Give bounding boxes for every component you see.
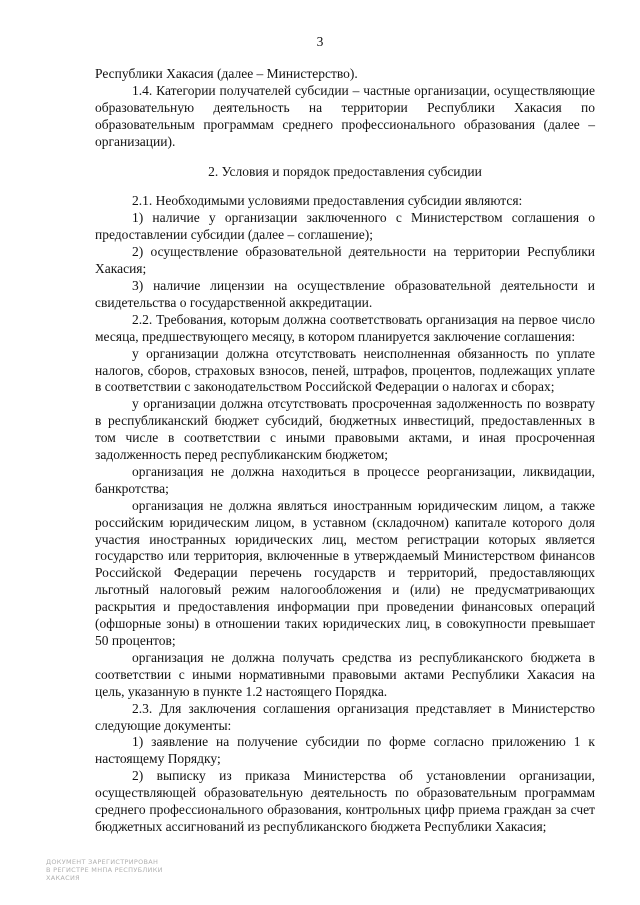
section-title: 2. Условия и порядок предоставления субсидии bbox=[208, 163, 482, 179]
paragraph-1-4: 1.4. Категории получателей субсидии – частные организации, осуществляющие образовательную деятельность на территории Республики Хакасия по образовательным программам среднего профессионального образования (далее – организации). bbox=[95, 82, 595, 149]
paragraph-2-3: 2.3. Для заключения соглашения организация представляет в Министерство следующие документы: bbox=[95, 700, 595, 733]
registration-stamp bbox=[46, 858, 163, 892]
paragraph-2-1-item-2: 2) осуществление образовательной деятельности на территории Республики Хакасия; bbox=[95, 244, 595, 277]
stamp-line: ДОКУМЕНТ ЗАРЕГИСТРИРОВАН bbox=[46, 858, 159, 866]
page-number: 3 bbox=[316, 34, 324, 49]
stamp-line: В РЕГИСТРЕ МНПА РЕСПУБЛИКИ bbox=[46, 866, 163, 874]
document-body bbox=[95, 66, 595, 836]
paragraph-2-1: 2.1. Необходимыми условиями предоставления субсидии являются: bbox=[132, 193, 523, 209]
paragraph-2-2: 2.2. Требования, которым должна соответствовать организация на первое число месяца, предшествующего месяцу, в котором планируется заключение соглашения: bbox=[95, 311, 595, 344]
paragraph-2-2-req-funds: организация не должна получать средства из республиканского бюджета в соответствии с иными нормативными правовыми актами Республики Хакасия на цель, указанную в пункте 1.2 настоящего Порядка. bbox=[95, 649, 595, 699]
paragraph-2-2-req-taxes: у организации должна отсутствовать неисполненная обязанность по уплате налогов, сборов, страховых взносов, пеней, штрафов, процентов, подлежащих уплате в соответствии с законодательством Российской Федерации о налогах и сборах; bbox=[95, 345, 595, 395]
paragraph-2-2-req-foreign: организация не должна являться иностранным юридическим лицом, а также российским юридическим лицом, в уставном (складочном) капитале которого доля участия иностранных юридических лиц, местом регистрации которых является государство или территория, включенные в утверждаемый Министерством финансов Российской Федерации перечень государств и территорий, предоставляющих льготный налоговый режим налогообложения и (или) не предусматривающих раскрытия и предоставления информации при проведении финансовых операций (офшорные зоны) в отношении таких юридических лиц, в совокупности превышает 50 процентов; bbox=[95, 497, 595, 648]
paragraph-2-3-item-2: 2) выписку из приказа Министерства об установлении организации, осуществляющей образовательную деятельность по образовательным программам среднего профессионального образования, контрольных цифр приема граждан за счет бюджетных ассигнований из республиканского бюджета Республики Хакасия; bbox=[95, 768, 595, 834]
stamp-line: ХАКАСИЯ bbox=[46, 874, 80, 882]
paragraph-2-3-item-1: 1) заявление на получение субсидии по форме согласно приложению 1 к настоящему Порядку; bbox=[95, 734, 595, 767]
paragraph-2-1-item-3: 3) наличие лицензии на осуществление образовательной деятельности и свидетельства о государственной аккредитации. bbox=[95, 277, 595, 310]
paragraph-2-1-item-1: 1) наличие у организации заключенного с Министерством соглашения о предоставлении субсидии (далее – соглашение); bbox=[95, 210, 595, 243]
paragraph-continuation: Республики Хакасия (далее – Министерство). bbox=[95, 66, 358, 81]
paragraph-2-2-req-debt: у организации должна отсутствовать просроченная задолженность по возврату в республиканский бюджет субсидий, бюджетных инвестиций, предоставленных в том числе в соответствии с иными правовыми актами, и иная просроченная задолженность перед республиканским бюджетом; bbox=[95, 396, 595, 463]
paragraph-2-2-req-reorg: организация не должна находиться в процессе реорганизации, ликвидации, банкротства; bbox=[95, 463, 595, 496]
